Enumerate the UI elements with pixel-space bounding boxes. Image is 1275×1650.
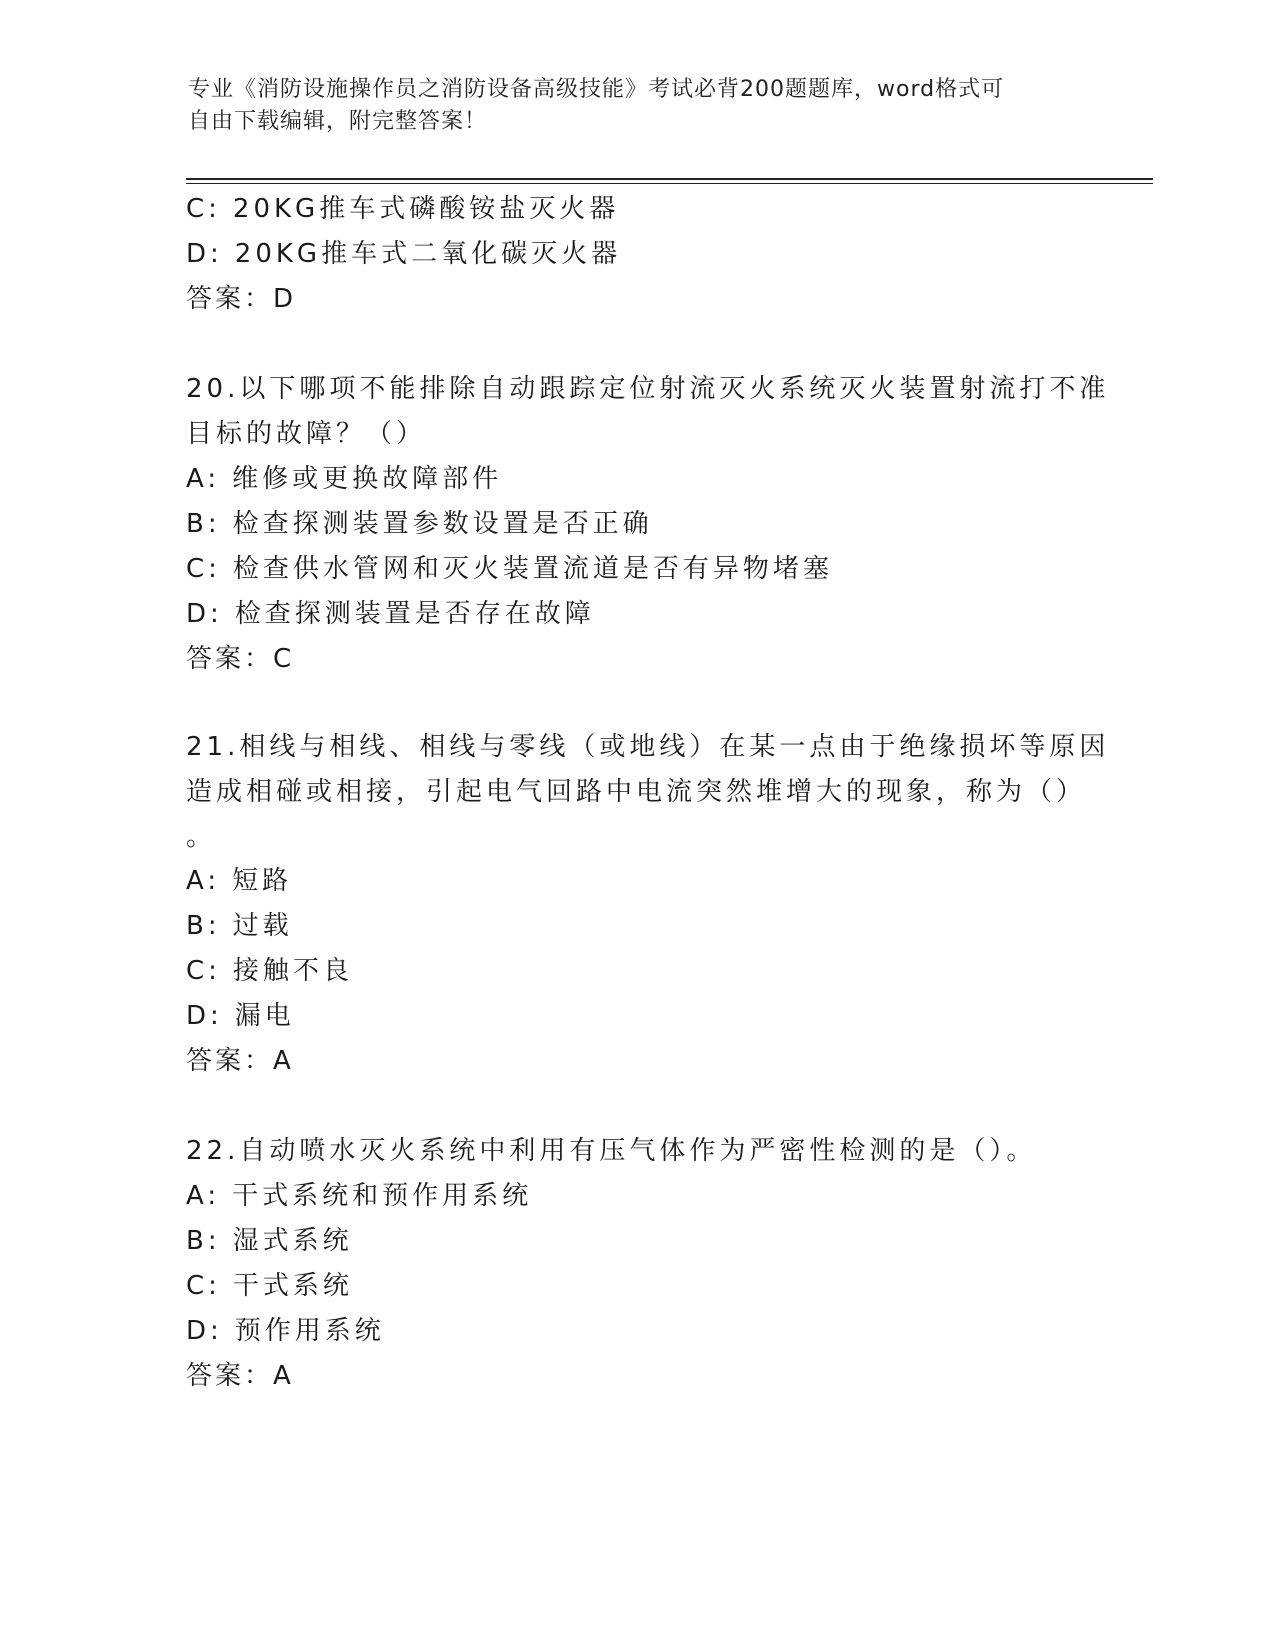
answer-line: 答案：A: [186, 1361, 294, 1391]
option-key: A:: [186, 866, 221, 896]
option-line: [186, 864, 292, 898]
header-line-1: 专业《消防设施操作员之消防设备高级技能》考试必背200题题库，word格式可: [188, 77, 1005, 102]
option-line: [186, 1269, 353, 1303]
option-key: C:: [186, 1271, 221, 1301]
option-line: [186, 1224, 353, 1258]
question-text-line: 22.自动喷水灭火系统中利用有压气体作为严密性检测的是（）。: [186, 1136, 1037, 1166]
answer-line: 答案：A: [186, 1046, 294, 1076]
answer-line: 答案：D: [186, 284, 297, 314]
option-line: [186, 597, 595, 631]
option-key: C:: [186, 554, 221, 584]
option-line: [186, 954, 353, 988]
option-key: D:: [186, 599, 223, 629]
option-line: [186, 462, 502, 496]
option-line: [186, 552, 833, 586]
option-text: 接触不良: [232, 956, 353, 986]
option-key: B:: [186, 911, 221, 941]
option-text: 检查探测装置参数设置是否正确: [232, 509, 653, 539]
header-line-2: 自由下载编辑，附完整答案！: [188, 109, 488, 134]
option-line: [186, 192, 619, 226]
answer-line: 答案：C: [186, 644, 295, 674]
option-key: C:: [186, 194, 221, 224]
question-text-line: 造成相碰或相接，引起电气回路中电流突然堆增大的现象，称为（）: [186, 777, 1087, 807]
option-line: [186, 909, 293, 943]
option-line: [186, 507, 653, 541]
option-text: 短路: [232, 866, 293, 896]
option-key: A:: [186, 464, 221, 494]
question-text-line: 目标的故障？（）: [186, 419, 427, 449]
option-text: 检查供水管网和灭火装置流道是否有异物堵塞: [232, 554, 833, 584]
option-text: 湿式系统: [232, 1226, 353, 1256]
option-key: A:: [186, 1181, 221, 1211]
option-text: 过载: [232, 911, 293, 941]
option-line: [186, 999, 295, 1033]
option-line: [186, 1179, 532, 1213]
question-text-line: 21.相线与相线、相线与零线（或地线）在某一点由于绝缘损坏等原因: [186, 732, 1110, 762]
option-key: D:: [186, 1316, 223, 1346]
option-text: 干式系统和预作用系统: [232, 1181, 533, 1211]
option-key: B:: [186, 1226, 221, 1256]
header-divider-thin: [186, 183, 1153, 184]
option-key: C:: [186, 956, 221, 986]
question-text-line: 20.以下哪项不能排除自动跟踪定位射流灭火系统灭火装置射流打不准: [186, 374, 1110, 404]
option-line: [186, 1314, 385, 1348]
option-text: 维修或更换故障部件: [232, 464, 503, 494]
option-key: D:: [186, 1001, 223, 1031]
option-text: 干式系统: [232, 1271, 353, 1301]
option-text: 20KG推车式二氧化碳灭火器: [234, 239, 622, 269]
option-text: 检查探测装置是否存在故障: [234, 599, 595, 629]
option-text: 漏电: [234, 1001, 295, 1031]
document-header: [188, 74, 1088, 138]
option-key: B:: [186, 509, 221, 539]
option-line: [186, 237, 621, 271]
question-text-line: 。: [186, 822, 217, 852]
option-text: 预作用系统: [234, 1316, 385, 1346]
option-text: 20KG推车式磷酸铵盐灭火器: [232, 194, 620, 224]
header-divider-thick: [186, 178, 1153, 180]
option-key: D:: [186, 239, 223, 269]
